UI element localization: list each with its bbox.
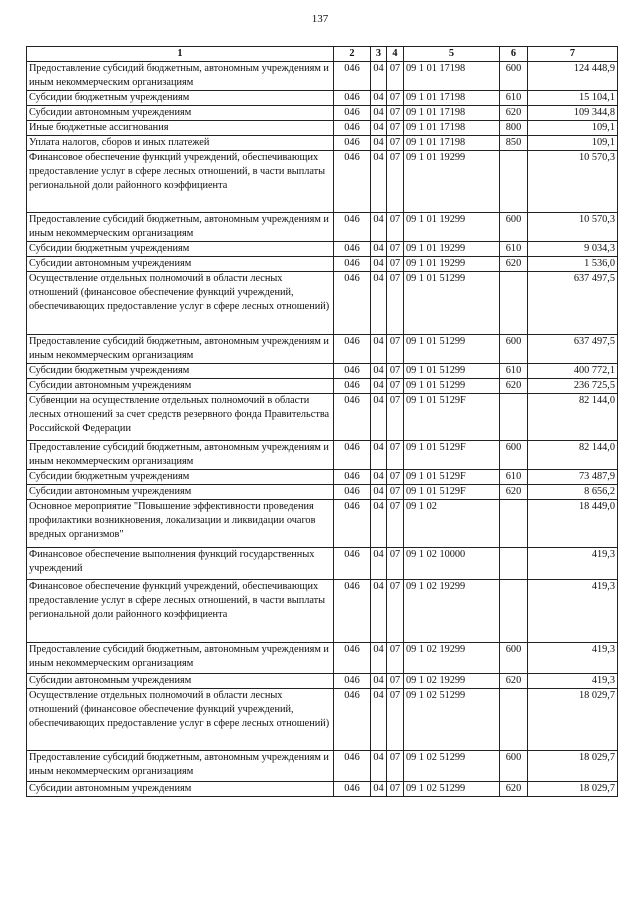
expense-type-code-cell bbox=[500, 272, 528, 335]
target-article-code-cell: 09 1 01 51299 bbox=[404, 379, 500, 394]
table-row bbox=[27, 485, 618, 500]
subsection-code-cell: 07 bbox=[387, 580, 404, 643]
row-name-cell: Уплата налогов, сборов и иных платежей bbox=[27, 136, 334, 151]
section-code-cell: 04 bbox=[371, 470, 387, 485]
subsection-code-cell: 07 bbox=[387, 335, 404, 364]
section-code-cell: 04 bbox=[371, 379, 387, 394]
target-article-code-cell: 09 1 02 19299 bbox=[404, 674, 500, 689]
target-article-code-cell: 09 1 01 17198 bbox=[404, 62, 500, 91]
table-row bbox=[27, 674, 618, 689]
expense-type-code-cell bbox=[500, 151, 528, 213]
target-article-code-cell: 09 1 01 5129F bbox=[404, 485, 500, 500]
amount-cell: 1 536,0 bbox=[528, 257, 618, 272]
amount-cell: 124 448,9 bbox=[528, 62, 618, 91]
admin-code-cell: 046 bbox=[334, 548, 371, 580]
column-header: 1 bbox=[27, 47, 334, 62]
subsection-code-cell: 07 bbox=[387, 62, 404, 91]
subsection-code-cell: 07 bbox=[387, 242, 404, 257]
subsection-code-cell: 07 bbox=[387, 485, 404, 500]
expense-type-code-cell: 610 bbox=[500, 91, 528, 106]
expense-type-code-cell: 600 bbox=[500, 751, 528, 782]
row-name-cell: Субсидии автономным учреждениям bbox=[27, 674, 334, 689]
table-row bbox=[27, 257, 618, 272]
row-name-cell: Предоставление субсидий бюджетным, автономным учреждениям и иным некоммерческим организациям bbox=[27, 441, 334, 470]
expense-type-code-cell bbox=[500, 580, 528, 643]
row-name-cell: Субсидии бюджетным учреждениям bbox=[27, 470, 334, 485]
amount-cell: 9 034,3 bbox=[528, 242, 618, 257]
section-code-cell: 04 bbox=[371, 121, 387, 136]
target-article-code-cell: 09 1 02 51299 bbox=[404, 689, 500, 751]
expense-type-code-cell bbox=[500, 394, 528, 441]
row-name-cell: Основное мероприятие "Повышение эффективности проведения профилактики возникновения, локализации и ликвидации очагов вредных организмов" bbox=[27, 500, 334, 548]
admin-code-cell: 046 bbox=[334, 674, 371, 689]
subsection-code-cell: 07 bbox=[387, 106, 404, 121]
target-article-code-cell: 09 1 01 5129F bbox=[404, 394, 500, 441]
table-row bbox=[27, 470, 618, 485]
row-name-cell: Субсидии бюджетным учреждениям bbox=[27, 91, 334, 106]
subsection-code-cell: 07 bbox=[387, 121, 404, 136]
table-row bbox=[27, 242, 618, 257]
expense-type-code-cell: 610 bbox=[500, 242, 528, 257]
amount-cell: 10 570,3 bbox=[528, 151, 618, 213]
row-name-cell: Субсидии автономным учреждениям bbox=[27, 106, 334, 121]
amount-cell: 18 029,7 bbox=[528, 689, 618, 751]
table-row bbox=[27, 379, 618, 394]
admin-code-cell: 046 bbox=[334, 136, 371, 151]
amount-cell: 18 449,0 bbox=[528, 500, 618, 548]
amount-cell: 18 029,7 bbox=[528, 751, 618, 782]
table-row bbox=[27, 121, 618, 136]
section-code-cell: 04 bbox=[371, 91, 387, 106]
row-name-cell: Предоставление субсидий бюджетным, автономным учреждениям и иным некоммерческим организациям bbox=[27, 335, 334, 364]
expense-type-code-cell: 600 bbox=[500, 335, 528, 364]
admin-code-cell: 046 bbox=[334, 106, 371, 121]
table-row bbox=[27, 272, 618, 335]
section-code-cell: 04 bbox=[371, 751, 387, 782]
expense-type-code-cell bbox=[500, 500, 528, 548]
expense-type-code-cell: 600 bbox=[500, 213, 528, 242]
table-row bbox=[27, 213, 618, 242]
section-code-cell: 04 bbox=[371, 272, 387, 335]
subsection-code-cell: 07 bbox=[387, 548, 404, 580]
admin-code-cell: 046 bbox=[334, 151, 371, 213]
admin-code-cell: 046 bbox=[334, 364, 371, 379]
amount-cell: 419,3 bbox=[528, 674, 618, 689]
section-code-cell: 04 bbox=[371, 782, 387, 797]
target-article-code-cell: 09 1 01 51299 bbox=[404, 364, 500, 379]
amount-cell: 82 144,0 bbox=[528, 441, 618, 470]
subsection-code-cell: 07 bbox=[387, 136, 404, 151]
section-code-cell: 04 bbox=[371, 257, 387, 272]
section-code-cell: 04 bbox=[371, 394, 387, 441]
admin-code-cell: 046 bbox=[334, 62, 371, 91]
admin-code-cell: 046 bbox=[334, 91, 371, 106]
row-name-cell: Субсидии автономным учреждениям bbox=[27, 782, 334, 797]
target-article-code-cell: 09 1 01 51299 bbox=[404, 272, 500, 335]
table-row bbox=[27, 335, 618, 364]
section-code-cell: 04 bbox=[371, 151, 387, 213]
amount-cell: 10 570,3 bbox=[528, 213, 618, 242]
subsection-code-cell: 07 bbox=[387, 689, 404, 751]
section-code-cell: 04 bbox=[371, 213, 387, 242]
expense-type-code-cell: 620 bbox=[500, 674, 528, 689]
section-code-cell: 04 bbox=[371, 364, 387, 379]
row-name-cell: Предоставление субсидий бюджетным, автономным учреждениям и иным некоммерческим организациям bbox=[27, 751, 334, 782]
column-header: 4 bbox=[387, 47, 404, 62]
row-name-cell: Субсидии автономным учреждениям bbox=[27, 257, 334, 272]
target-article-code-cell: 09 1 02 51299 bbox=[404, 782, 500, 797]
target-article-code-cell: 09 1 02 51299 bbox=[404, 751, 500, 782]
target-article-code-cell: 09 1 01 17198 bbox=[404, 121, 500, 136]
row-name-cell: Финансовое обеспечение выполнения функций государственных учреждений bbox=[27, 548, 334, 580]
amount-cell: 109,1 bbox=[528, 136, 618, 151]
row-name-cell: Предоставление субсидий бюджетным, автономным учреждениям и иным некоммерческим организациям bbox=[27, 62, 334, 91]
page-number: 137 bbox=[311, 13, 329, 25]
subsection-code-cell: 07 bbox=[387, 272, 404, 335]
amount-cell: 637 497,5 bbox=[528, 272, 618, 335]
subsection-code-cell: 07 bbox=[387, 782, 404, 797]
table-row bbox=[27, 136, 618, 151]
expense-type-code-cell: 620 bbox=[500, 782, 528, 797]
section-code-cell: 04 bbox=[371, 106, 387, 121]
subsection-code-cell: 07 bbox=[387, 751, 404, 782]
subsection-code-cell: 07 bbox=[387, 364, 404, 379]
admin-code-cell: 046 bbox=[334, 394, 371, 441]
table-row bbox=[27, 62, 618, 91]
section-code-cell: 04 bbox=[371, 441, 387, 470]
table-row bbox=[27, 751, 618, 782]
admin-code-cell: 046 bbox=[334, 470, 371, 485]
amount-cell: 109,1 bbox=[528, 121, 618, 136]
row-name-cell: Осуществление отдельных полномочий в области лесных отношений (финансовое обеспечение функций учреждений, обеспечивающих предоставление услуг в сфере лесных отношений) bbox=[27, 689, 334, 751]
section-code-cell: 04 bbox=[371, 485, 387, 500]
row-name-cell: Субсидии автономным учреждениям bbox=[27, 485, 334, 500]
subsection-code-cell: 07 bbox=[387, 500, 404, 548]
column-header: 2 bbox=[334, 47, 371, 62]
admin-code-cell: 046 bbox=[334, 782, 371, 797]
amount-cell: 236 725,5 bbox=[528, 379, 618, 394]
subsection-code-cell: 07 bbox=[387, 394, 404, 441]
admin-code-cell: 046 bbox=[334, 485, 371, 500]
table-row bbox=[27, 689, 618, 751]
subsection-code-cell: 07 bbox=[387, 441, 404, 470]
row-name-cell: Субвенции на осуществление отдельных полномочий в области лесных отношений за счет средств резервного фонда Правительства Российской Федерации bbox=[27, 394, 334, 441]
expense-type-code-cell: 600 bbox=[500, 643, 528, 674]
section-code-cell: 04 bbox=[371, 548, 387, 580]
subsection-code-cell: 07 bbox=[387, 674, 404, 689]
admin-code-cell: 046 bbox=[334, 441, 371, 470]
expense-type-code-cell: 620 bbox=[500, 485, 528, 500]
row-name-cell: Предоставление субсидий бюджетным, автономным учреждениям и иным некоммерческим организациям bbox=[27, 213, 334, 242]
admin-code-cell: 046 bbox=[334, 689, 371, 751]
row-name-cell: Иные бюджетные ассигнования bbox=[27, 121, 334, 136]
amount-cell: 400 772,1 bbox=[528, 364, 618, 379]
expense-type-code-cell: 600 bbox=[500, 441, 528, 470]
target-article-code-cell: 09 1 01 19299 bbox=[404, 257, 500, 272]
admin-code-cell: 046 bbox=[334, 335, 371, 364]
target-article-code-cell: 09 1 02 19299 bbox=[404, 643, 500, 674]
header-row bbox=[27, 47, 618, 62]
target-article-code-cell: 09 1 02 bbox=[404, 500, 500, 548]
table-row bbox=[27, 580, 618, 643]
subsection-code-cell: 07 bbox=[387, 91, 404, 106]
table-row bbox=[27, 91, 618, 106]
expense-type-code-cell: 600 bbox=[500, 62, 528, 91]
table-row bbox=[27, 441, 618, 470]
admin-code-cell: 046 bbox=[334, 272, 371, 335]
table-row bbox=[27, 364, 618, 379]
target-article-code-cell: 09 1 02 19299 bbox=[404, 580, 500, 643]
section-code-cell: 04 bbox=[371, 136, 387, 151]
amount-cell: 8 656,2 bbox=[528, 485, 618, 500]
expense-type-code-cell: 800 bbox=[500, 121, 528, 136]
expense-type-code-cell: 620 bbox=[500, 257, 528, 272]
target-article-code-cell: 09 1 01 19299 bbox=[404, 242, 500, 257]
expense-type-code-cell: 850 bbox=[500, 136, 528, 151]
table-row bbox=[27, 151, 618, 213]
target-article-code-cell: 09 1 02 10000 bbox=[404, 548, 500, 580]
subsection-code-cell: 07 bbox=[387, 643, 404, 674]
target-article-code-cell: 09 1 01 17198 bbox=[404, 136, 500, 151]
section-code-cell: 04 bbox=[371, 580, 387, 643]
column-header: 6 bbox=[500, 47, 528, 62]
expense-type-code-cell: 620 bbox=[500, 379, 528, 394]
amount-cell: 73 487,9 bbox=[528, 470, 618, 485]
expense-type-code-cell: 620 bbox=[500, 106, 528, 121]
amount-cell: 82 144,0 bbox=[528, 394, 618, 441]
section-code-cell: 04 bbox=[371, 643, 387, 674]
admin-code-cell: 046 bbox=[334, 751, 371, 782]
row-name-cell: Предоставление субсидий бюджетным, автономным учреждениям и иным некоммерческим организациям bbox=[27, 643, 334, 674]
expense-type-code-cell: 610 bbox=[500, 470, 528, 485]
admin-code-cell: 046 bbox=[334, 257, 371, 272]
target-article-code-cell: 09 1 01 5129F bbox=[404, 441, 500, 470]
section-code-cell: 04 bbox=[371, 62, 387, 91]
target-article-code-cell: 09 1 01 17198 bbox=[404, 106, 500, 121]
section-code-cell: 04 bbox=[371, 500, 387, 548]
subsection-code-cell: 07 bbox=[387, 257, 404, 272]
target-article-code-cell: 09 1 01 19299 bbox=[404, 213, 500, 242]
amount-cell: 18 029,7 bbox=[528, 782, 618, 797]
row-name-cell: Осуществление отдельных полномочий в области лесных отношений (финансовое обеспечение функций учреждений, обеспечивающих предоставление услуг в сфере лесных отношений) bbox=[27, 272, 334, 335]
table-row bbox=[27, 782, 618, 797]
expense-type-code-cell: 610 bbox=[500, 364, 528, 379]
admin-code-cell: 046 bbox=[334, 379, 371, 394]
expense-type-code-cell bbox=[500, 689, 528, 751]
amount-cell: 419,3 bbox=[528, 548, 618, 580]
column-header: 7 bbox=[528, 47, 618, 62]
row-name-cell: Субсидии автономным учреждениям bbox=[27, 379, 334, 394]
subsection-code-cell: 07 bbox=[387, 470, 404, 485]
expense-type-code-cell bbox=[500, 548, 528, 580]
target-article-code-cell: 09 1 01 17198 bbox=[404, 91, 500, 106]
amount-cell: 419,3 bbox=[528, 643, 618, 674]
table-body bbox=[27, 62, 618, 797]
section-code-cell: 04 bbox=[371, 689, 387, 751]
budget-table bbox=[26, 46, 618, 797]
subsection-code-cell: 07 bbox=[387, 379, 404, 394]
amount-cell: 15 104,1 bbox=[528, 91, 618, 106]
table-row bbox=[27, 500, 618, 548]
row-name-cell: Финансовое обеспечение функций учреждений, обеспечивающих предоставление услуг в сфере лесных отношений, в части выплаты региональной доли районного коэффициента bbox=[27, 151, 334, 213]
subsection-code-cell: 07 bbox=[387, 213, 404, 242]
amount-cell: 419,3 bbox=[528, 580, 618, 643]
admin-code-cell: 046 bbox=[334, 500, 371, 548]
admin-code-cell: 046 bbox=[334, 121, 371, 136]
section-code-cell: 04 bbox=[371, 242, 387, 257]
column-header: 3 bbox=[371, 47, 387, 62]
admin-code-cell: 046 bbox=[334, 643, 371, 674]
column-header: 5 bbox=[404, 47, 500, 62]
table-row bbox=[27, 548, 618, 580]
table-row bbox=[27, 643, 618, 674]
admin-code-cell: 046 bbox=[334, 580, 371, 643]
target-article-code-cell: 09 1 01 5129F bbox=[404, 470, 500, 485]
section-code-cell: 04 bbox=[371, 335, 387, 364]
row-name-cell: Субсидии бюджетным учреждениям bbox=[27, 364, 334, 379]
row-name-cell: Финансовое обеспечение функций учреждений, обеспечивающих предоставление услуг в сфере лесных отношений, в части выплаты региональной доли районного коэффициента bbox=[27, 580, 334, 643]
subsection-code-cell: 07 bbox=[387, 151, 404, 213]
row-name-cell: Субсидии бюджетным учреждениям bbox=[27, 242, 334, 257]
target-article-code-cell: 09 1 01 19299 bbox=[404, 151, 500, 213]
table-row bbox=[27, 106, 618, 121]
table-row bbox=[27, 394, 618, 441]
section-code-cell: 04 bbox=[371, 674, 387, 689]
admin-code-cell: 046 bbox=[334, 213, 371, 242]
target-article-code-cell: 09 1 01 51299 bbox=[404, 335, 500, 364]
admin-code-cell: 046 bbox=[334, 242, 371, 257]
amount-cell: 109 344,8 bbox=[528, 106, 618, 121]
amount-cell: 637 497,5 bbox=[528, 335, 618, 364]
